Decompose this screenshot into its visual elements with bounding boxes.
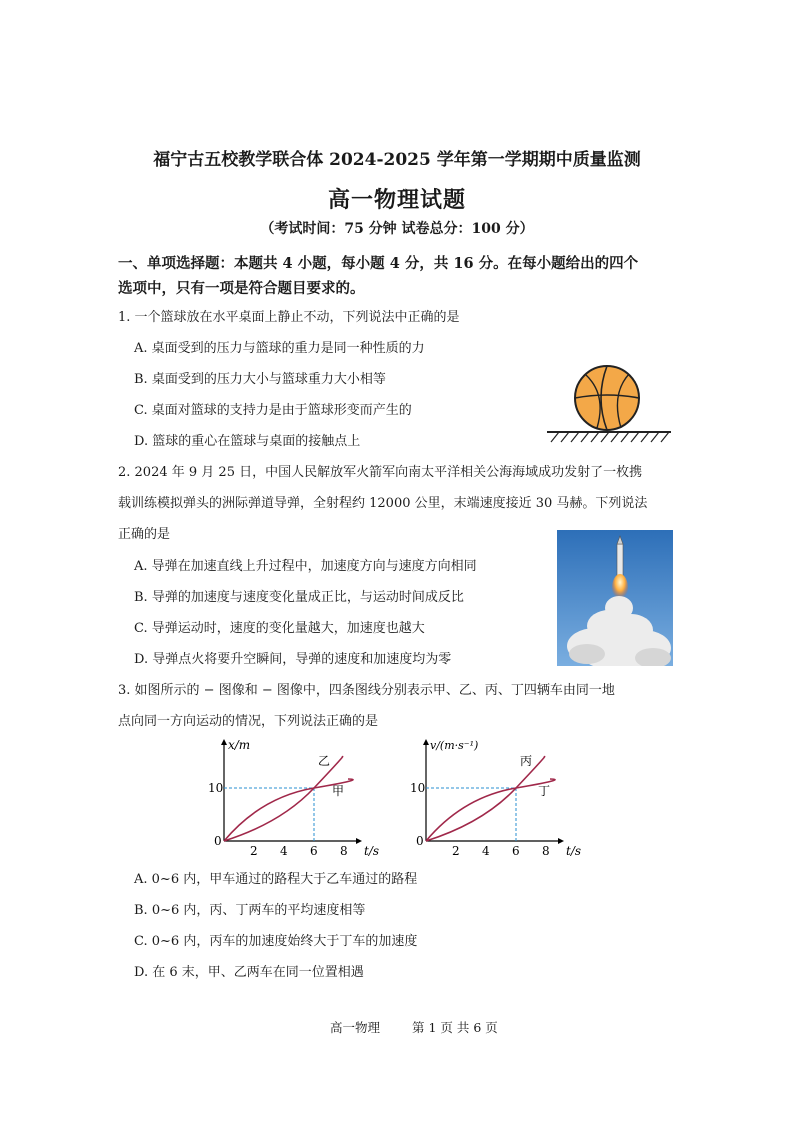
curve-yi: [224, 757, 343, 841]
question-2-option-a: A. 导弹在加速直线上升过程中，加速度方向与速度方向相同: [134, 559, 477, 574]
missile-launch-photo: [557, 530, 673, 666]
x-axis-arrow: [558, 838, 564, 844]
v-t-graph: [408, 735, 598, 863]
x-axis-arrow: [356, 838, 362, 844]
x-tick-2: 2: [452, 844, 460, 858]
exam-info: （考试时间：75 分钟 试卷总分：100 分）: [260, 221, 534, 237]
footer-page-number: 第 1 页 共 6 页: [412, 1020, 498, 1035]
question-2-option-d: D. 导弹点火将要升空瞬间，导弹的速度和加速度均为零: [134, 652, 452, 667]
section-heading-line1: 一、单项选择题：本题共 4 小题，每小题 4 分，共 16 分。在每小题给出的四个: [118, 255, 639, 272]
question-3-option-c: C. 0~6 内，丙车的加速度始终大于丁车的加速度: [134, 934, 418, 949]
question-1-stem: 1. 一个篮球放在水平桌面上静止不动，下列说法中正确的是: [118, 310, 460, 325]
footer-subject: 高一物理: [330, 1020, 381, 1035]
x-tick-4: 4: [280, 844, 288, 858]
y-axis-label: v/(m·s⁻¹): [430, 739, 479, 752]
x-tick-2: 2: [250, 844, 258, 858]
origin-label: 0: [214, 834, 222, 848]
exam-title: 福宁古五校教学联合体 2024-2025 学年第一学期期中质量监测: [153, 150, 641, 170]
question-1-option-d: D. 篮球的重心在篮球与桌面的接触点上: [134, 434, 361, 449]
x-tick-6: 6: [310, 844, 318, 858]
y-axis-arrow: [221, 739, 227, 745]
table-hatching: [551, 432, 669, 442]
question-2-option-b: B. 导弹的加速度与速度变化量成正比，与运动时间成反比: [134, 590, 464, 605]
question-3-stem-line2: 点向同一方向运动的情况，下列说法正确的是: [118, 714, 379, 729]
x-t-graph: [206, 735, 386, 863]
x-tick-4: 4: [482, 844, 490, 858]
y-tick-10: 10: [410, 781, 426, 795]
curve-yi-label: 乙: [318, 754, 331, 768]
basketball-on-table-figure: [545, 362, 673, 444]
basketball-icon: [575, 366, 639, 430]
question-2-option-c: C. 导弹运动时，速度的变化量越大，加速度也越大: [134, 621, 425, 636]
question-1-option-c: C. 桌面对篮球的支持力是由于篮球形变而产生的: [134, 403, 412, 418]
subject-title: 高一物理试题: [327, 187, 466, 213]
question-2-stem-line1: 2. 2024 年 9 月 25 日，中国人民解放军火箭军向南太平洋相关公海海域成功发射了一枚携: [118, 465, 643, 480]
question-2-stem-line2: 载训练模拟弹头的洲际弹道导弹，全射程约 12000 公里，末端速度接近 30 马赫。下列说法: [118, 496, 648, 511]
y-axis-label: x/m: [228, 738, 251, 752]
x-axis-label: t/s: [364, 844, 380, 858]
y-tick-10: 10: [208, 781, 224, 795]
section-heading-line2: 选项中，只有一项是符合题目要求的。: [118, 280, 365, 297]
x-axis-label: t/s: [566, 844, 582, 858]
question-3-option-b: B. 0~6 内，丙、丁两车的平均速度相等: [134, 903, 366, 918]
x-tick-6: 6: [512, 844, 520, 858]
question-2-stem-line3: 正确的是: [118, 527, 171, 542]
origin-label: 0: [416, 834, 424, 848]
curve-bing-label: 丙: [520, 754, 533, 768]
curve-bing: [426, 757, 545, 841]
question-3-stem-line1: 3. 如图所示的 − 图像和 − 图像中，四条图线分别表示甲、乙、丙、丁四辆车由同一地: [118, 683, 615, 698]
question-3-option-d: D. 在 6 末，甲、乙两车在同一位置相遇: [134, 965, 364, 980]
missile-icon: [617, 536, 623, 578]
curve-ding-label: 丁: [538, 784, 551, 798]
question-1-option-a: A. 桌面受到的压力与篮球的重力是同一种性质的力: [134, 341, 425, 356]
question-1-option-b: B. 桌面受到的压力大小与篮球重力大小相等: [134, 372, 386, 387]
x-tick-8: 8: [340, 844, 348, 858]
y-axis-arrow: [423, 739, 429, 745]
question-3-option-a: A. 0~6 内，甲车通过的路程大于乙车通过的路程: [134, 872, 418, 887]
curve-jia-label: 甲: [332, 784, 345, 798]
x-tick-8: 8: [542, 844, 550, 858]
